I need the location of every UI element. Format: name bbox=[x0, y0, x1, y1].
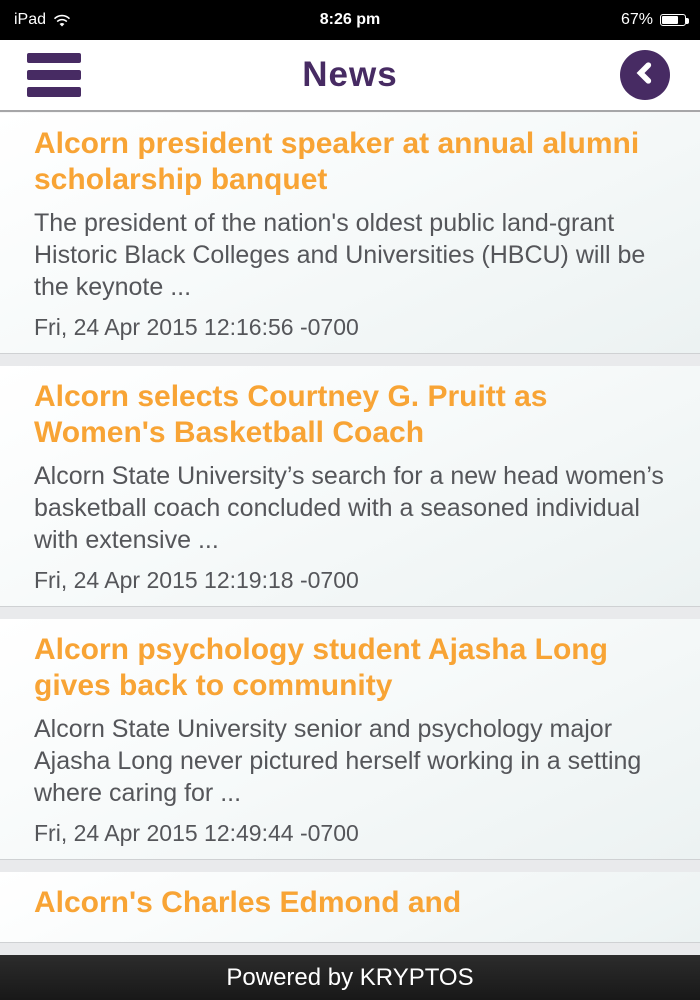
news-date: Fri, 24 Apr 2015 12:16:56 -0700 bbox=[34, 314, 359, 340]
news-item[interactable] bbox=[0, 872, 700, 943]
battery-icon bbox=[660, 14, 686, 26]
status-left bbox=[14, 11, 134, 29]
carrier-label: iPad bbox=[14, 11, 47, 28]
app-footer bbox=[0, 955, 700, 1000]
news-excerpt: Alcorn State University senior and psychology major Ajasha Long never pictured herself working in a setting where caring for ... bbox=[34, 715, 642, 807]
news-date: Fri, 24 Apr 2015 12:19:18 -0700 bbox=[34, 567, 359, 593]
news-title: Alcorn president speaker at annual alumni scholarship banquet bbox=[34, 127, 640, 196]
chevron-left-icon bbox=[631, 59, 659, 92]
news-list bbox=[0, 112, 700, 955]
news-excerpt: Alcorn State University’s search for a new head women’s basketball coach concluded with a seasoned individual with extensive ... bbox=[34, 462, 664, 554]
clock: 8:26 pm bbox=[319, 11, 381, 28]
app-header bbox=[0, 40, 700, 112]
hamburger-icon bbox=[27, 53, 81, 63]
page-title: News bbox=[302, 55, 398, 94]
news-title: Alcorn psychology student Ajasha Long gives back to community bbox=[34, 633, 608, 702]
news-item[interactable] bbox=[0, 619, 700, 860]
news-excerpt: The president of the nation's oldest public land-grant Historic Black Colleges and Universities (HBCU) will be the keynote ... bbox=[34, 209, 646, 301]
status-right bbox=[566, 11, 686, 29]
news-date: Fri, 24 Apr 2015 12:49:44 -0700 bbox=[34, 820, 359, 846]
powered-by-label: Powered by KRYPTOS bbox=[226, 963, 474, 991]
status-bar bbox=[0, 0, 700, 40]
news-title: Alcorn selects Courtney G. Pruitt as Women's Basketball Coach bbox=[34, 380, 548, 449]
news-item[interactable] bbox=[0, 366, 700, 607]
back-button[interactable] bbox=[620, 50, 670, 100]
battery-percent: 67% bbox=[620, 11, 653, 28]
menu-button[interactable] bbox=[25, 49, 83, 101]
news-title: Alcorn's Charles Edmond and bbox=[34, 886, 462, 919]
wifi-icon bbox=[53, 14, 71, 27]
news-item[interactable] bbox=[0, 113, 700, 354]
